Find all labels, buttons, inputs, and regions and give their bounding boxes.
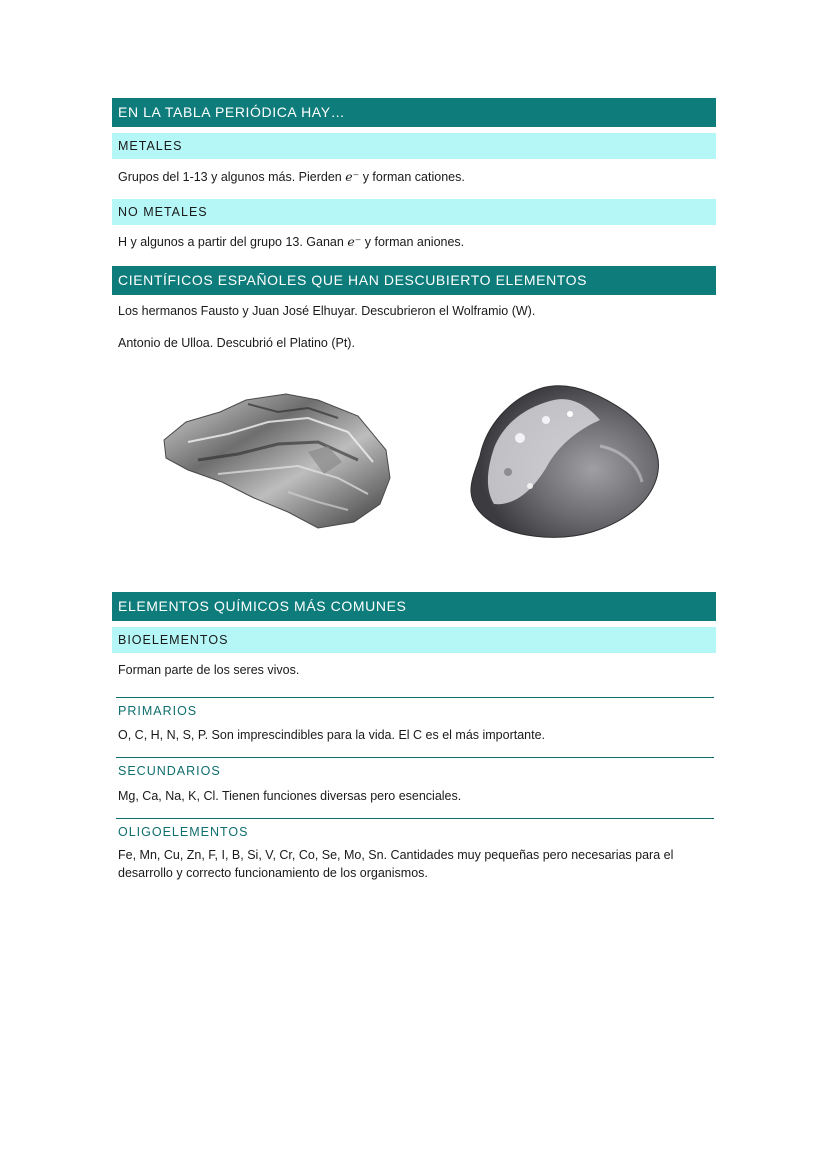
no-metales-text-after: y forman aniones.: [361, 235, 465, 249]
oligoelementos-line1: Fe, Mn, Cu, Zn, F, I, B, Si, V, Cr, Co, Se, Mo, Sn. Cantidades muy pequeñas pero necesarias para el: [118, 848, 674, 862]
subheading-primarios: PRIMARIOS: [116, 697, 714, 720]
paragraph-no-metales: [112, 233, 716, 251]
paragraph-oligoelementos: [112, 846, 716, 882]
heading-elementos-comunes: ELEMENTOS QUÍMICOS MÁS COMUNES: [112, 592, 716, 621]
heading-cientificos: CIENTÍFICOS ESPAÑOLES QUE HAN DESCUBIERTO ELEMENTOS: [112, 266, 716, 295]
tungsten-sample-image: [158, 382, 398, 542]
paragraph-primarios: O, C, H, N, S, P. Son imprescindibles para la vida. El C es el más importante.: [118, 728, 546, 742]
heading-tabla-periodica: EN LA TABLA PERIÓDICA HAY…: [112, 98, 716, 127]
mineral-images: [112, 352, 716, 592]
subheading-no-metales: NO METALES: [112, 199, 716, 225]
subheading-secundarios: SECUNDARIOS: [116, 757, 714, 780]
paragraph-bioelementos: Forman parte de los seres vivos.: [118, 663, 300, 677]
subheading-oligoelementos: OLIGOELEMENTOS: [116, 818, 714, 841]
paragraph-metales: [112, 168, 716, 186]
metales-text-after: y forman cationes.: [359, 170, 465, 184]
subheading-metales: METALES: [112, 133, 716, 159]
electron-symbol: e⁻: [345, 169, 360, 184]
paragraph-elhuyar: Los hermanos Fausto y Juan José Elhuyar. Descubrieron el Wolframio (W).: [118, 304, 536, 318]
paragraph-ulloa: Antonio de Ulloa. Descubrió el Platino (Pt).: [118, 336, 355, 350]
electron-symbol: e⁻: [347, 234, 362, 249]
no-metales-text-before: H y algunos a partir del grupo 13. Ganan: [118, 235, 348, 249]
document-page: [112, 98, 716, 882]
subheading-bioelementos: BIOELEMENTOS: [112, 627, 716, 653]
metales-text-before: Grupos del 1-13 y algunos más. Pierden: [118, 170, 346, 184]
paragraph-secundarios: Mg, Ca, Na, K, Cl. Tienen funciones diversas pero esenciales.: [118, 789, 462, 803]
oligoelementos-line2: desarrollo y correcto funcionamiento de los organismos.: [118, 866, 428, 880]
platinum-nugget-image: [450, 376, 670, 546]
